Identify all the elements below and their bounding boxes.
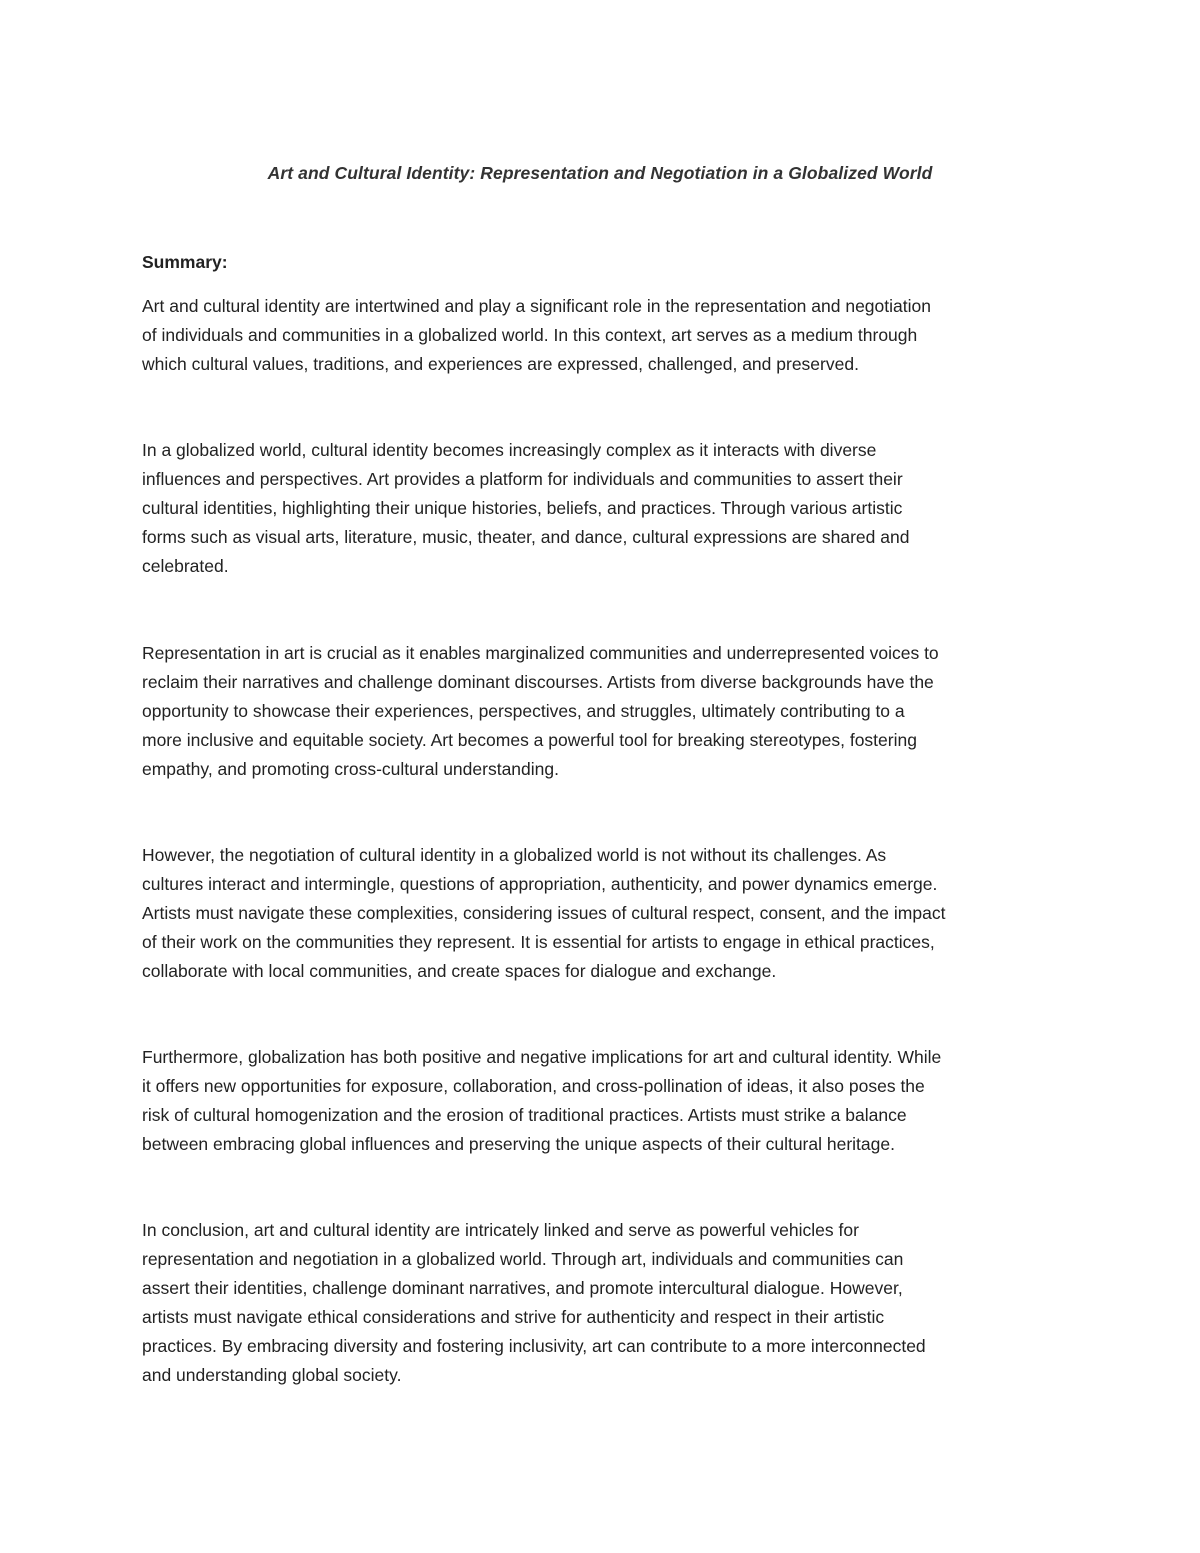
paragraph-line: influences and perspectives. Art provides a platform for individuals and communities to assert their <box>142 469 903 489</box>
paragraph-line: reclaim their narratives and challenge dominant discourses. Artists from diverse backgrounds have the <box>142 672 934 692</box>
paragraph-line: Art and cultural identity are intertwined and play a significant role in the representation and negotiation <box>142 296 931 316</box>
paragraph-line: representation and negotiation in a globalized world. Through art, individuals and communities can <box>142 1249 904 1269</box>
paragraph-line: and understanding global society. <box>142 1365 402 1385</box>
paragraph-1 <box>142 292 1067 379</box>
paragraph-line: Furthermore, globalization has both positive and negative implications for art and cultural identity. While <box>142 1047 942 1067</box>
paragraph-line: In conclusion, art and cultural identity are intricately linked and serve as powerful vehicles for <box>142 1220 859 1240</box>
paragraph-line: risk of cultural homogenization and the erosion of traditional practices. Artists must strike a balance <box>142 1105 907 1125</box>
paragraph-5 <box>142 1043 1067 1159</box>
paragraph-line: Artists must navigate these complexities, considering issues of cultural respect, consent, and the impact <box>142 903 946 923</box>
paragraph-line: forms such as visual arts, literature, music, theater, and dance, cultural expressions are shared and <box>142 527 910 547</box>
paragraph-line: cultures interact and intermingle, questions of appropriation, authenticity, and power dynamics emerge. <box>142 874 938 894</box>
paragraph-line: more inclusive and equitable society. Art becomes a powerful tool for breaking stereotypes, fostering <box>142 730 917 750</box>
summary-heading: Summary: <box>142 252 228 272</box>
paragraph-line: opportunity to showcase their experiences, perspectives, and struggles, ultimately contributing to a <box>142 701 905 721</box>
paragraph-line: of individuals and communities in a globalized world. In this context, art serves as a medium through <box>142 325 918 345</box>
paragraph-line: which cultural values, traditions, and experiences are expressed, challenged, and preserved. <box>142 354 859 374</box>
paragraph-4 <box>142 841 1067 986</box>
paragraph-6 <box>142 1216 1067 1390</box>
document-title: Art and Cultural Identity: Representation and Negotiation in a Globalized World <box>267 163 933 183</box>
paragraph-line: However, the negotiation of cultural identity in a globalized world is not without its challenges. As <box>142 845 887 865</box>
paragraph-3 <box>142 639 1067 784</box>
paragraph-line: assert their identities, challenge dominant narratives, and promote intercultural dialogue. However, <box>142 1278 903 1298</box>
paragraph-line: collaborate with local communities, and create spaces for dialogue and exchange. <box>142 961 777 981</box>
paragraph-line: cultural identities, highlighting their unique histories, beliefs, and practices. Through various artistic <box>142 498 903 518</box>
paragraph-line: it offers new opportunities for exposure, collaboration, and cross-pollination of ideas, it also poses the <box>142 1076 925 1096</box>
paragraph-line: celebrated. <box>142 556 229 576</box>
paragraph-line: In a globalized world, cultural identity becomes increasingly complex as it interacts with diverse <box>142 440 877 460</box>
paragraph-line: of their work on the communities they represent. It is essential for artists to engage in ethical practices, <box>142 932 935 952</box>
paragraph-line: practices. By embracing diversity and fostering inclusivity, art can contribute to a more interconnected <box>142 1336 926 1356</box>
paragraph-line: artists must navigate ethical considerations and strive for authenticity and respect in their artistic <box>142 1307 885 1327</box>
paragraph-line: between embracing global influences and preserving the unique aspects of their cultural heritage. <box>142 1134 895 1154</box>
paragraph-line: empathy, and promoting cross-cultural understanding. <box>142 759 559 779</box>
paragraph-2 <box>142 436 1067 581</box>
paragraph-line: Representation in art is crucial as it enables marginalized communities and underrepresented voices to <box>142 643 939 663</box>
